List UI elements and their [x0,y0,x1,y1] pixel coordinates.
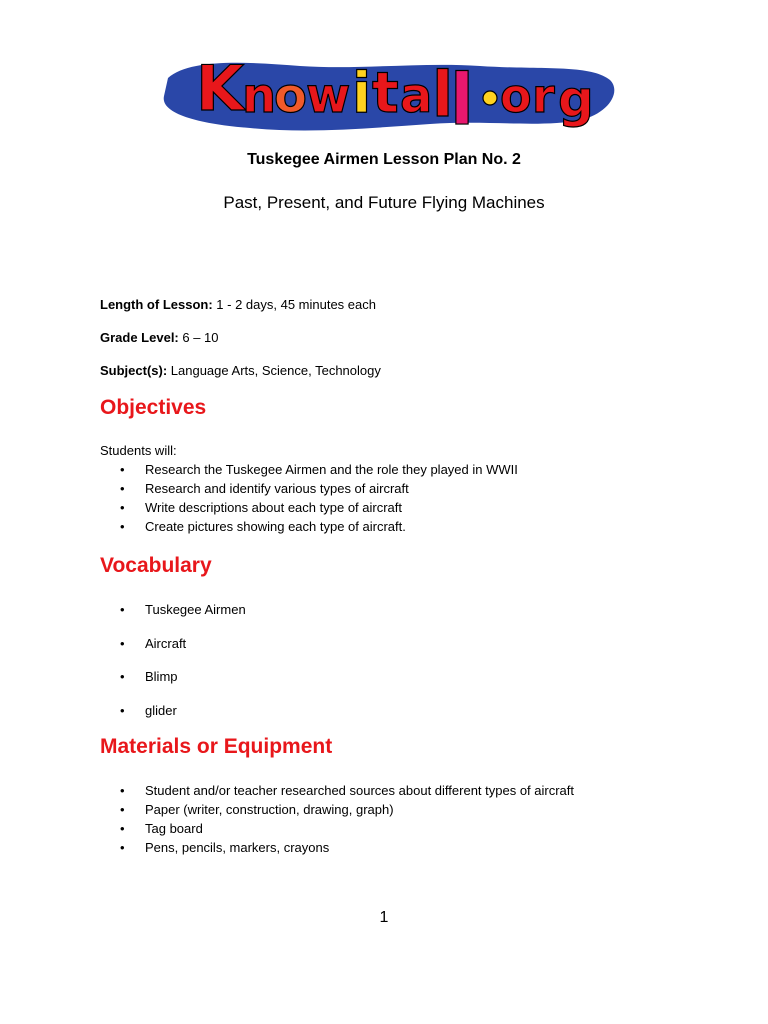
list-item [100,600,246,634]
lesson-title: Tuskegee Airmen Lesson Plan No. 2 [247,151,521,168]
vocab-term: Blimp [145,669,178,684]
material-text: Paper (writer, construction, drawing, graph) [145,802,394,817]
bullet: • [120,519,125,534]
list-item [100,479,518,498]
list-item [100,701,246,735]
list-item [100,517,518,536]
svg-text:w: w [306,68,351,124]
objectives-list [100,460,518,536]
svg-text:t: t [372,61,399,126]
bullet: • [120,669,125,684]
svg-text:r: r [532,69,555,123]
materials-heading: Materials or Equipment [100,735,333,758]
objective-text: Research and identify various types of aircraft [145,481,409,496]
list-item [100,819,574,838]
list-item [100,781,574,800]
bullet: • [120,840,125,855]
bullet: • [120,500,125,515]
meta-subject [100,363,381,378]
list-item [100,460,518,479]
meta-subject-label: Subject(s): [100,363,168,378]
list-item [100,498,518,517]
objective-text: Research the Tuskegee Airmen and the role they played in WWII [145,462,518,477]
meta-length-label: Length of Lesson: [100,297,213,312]
knowitall-logo[interactable] [160,40,622,140]
svg-text:n: n [242,68,277,124]
bullet: • [120,462,125,477]
svg-text:i: i [352,61,372,126]
svg-text:g: g [558,70,594,128]
meta-length-value: 1 - 2 days, 45 minutes each [212,297,376,312]
svg-text:l: l [450,59,474,140]
bullet: • [120,783,125,798]
meta-grade-label: Grade Level: [100,330,179,345]
vocab-term: glider [145,702,177,718]
material-text: Tag board [145,821,203,836]
lesson-subtitle: Past, Present, and Future Flying Machines [223,193,545,212]
vocabulary-list [100,600,246,734]
objectives-heading: Objectives [100,396,207,419]
svg-text:a: a [400,68,433,124]
list-item [100,634,246,668]
vocab-term: Aircraft [145,635,187,651]
list-item [100,800,574,819]
meta-grade [100,330,219,345]
bullet: • [120,821,125,836]
bullet: • [120,481,125,496]
bullet: • [120,702,125,718]
material-text: Pens, pencils, markers, crayons [145,840,330,855]
bullet: • [120,635,125,651]
svg-text:K: K [196,52,245,125]
meta-grade-value: 6 – 10 [178,330,219,345]
svg-text:l: l [432,58,454,131]
bullet: • [120,602,125,617]
meta-length [100,297,376,312]
bullet: • [120,802,125,817]
svg-text:o: o [500,69,532,123]
list-item [100,838,574,857]
material-text: Student and/or teacher researched sources about different types of aircraft [145,783,575,798]
vocabulary-heading: Vocabulary [100,554,212,577]
objectives-intro: Students will: [100,443,177,458]
objective-text: Write descriptions about each type of aircraft [145,500,402,515]
materials-list [100,781,574,857]
svg-text:o: o [274,68,307,124]
objective-text: Create pictures showing each type of aircraft. [145,519,406,534]
page-number: 1 [379,909,389,926]
vocab-term: Tuskegee Airmen [145,602,246,617]
meta-subject-value: Language Arts, Science, Technology [167,363,381,378]
list-item [100,667,246,701]
